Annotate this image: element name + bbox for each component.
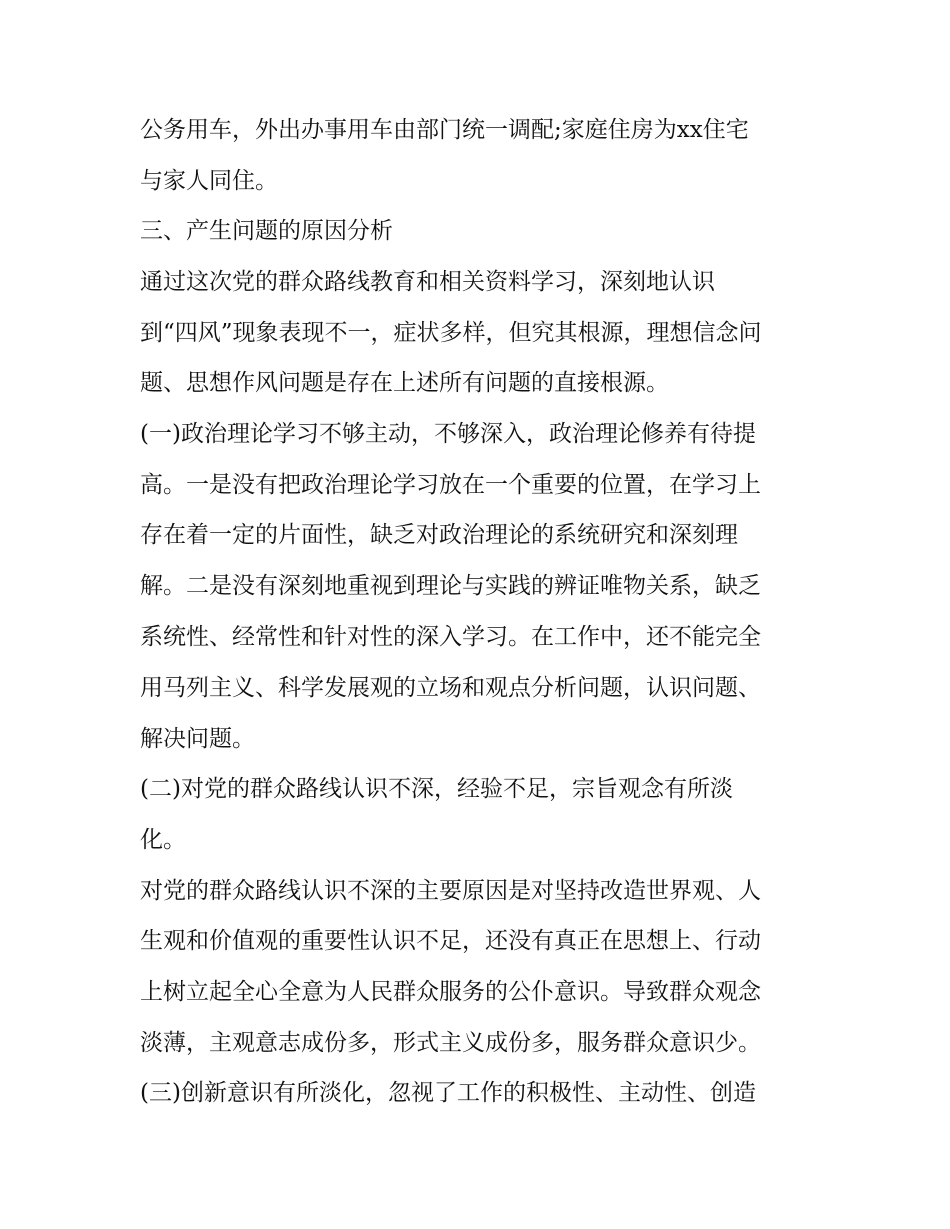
text-line: (三)创新意识有所淡化，忽视了工作的积极性、主动性、创造	[140, 1080, 756, 1106]
text-line: 淡薄，主观意志成份多，形式主义成份多，服务群众意识少。	[140, 1030, 761, 1056]
text-line: 公务用车，外出办事用车由部门统一调配;家庭住房为xx住宅	[140, 117, 749, 143]
text-line: 化。	[140, 827, 186, 853]
text-line: 高。一是没有把政治理论学习放在一个重要的位置，在学习上	[140, 472, 761, 498]
text-line: 题、思想作风问题是存在上述所有问题的直接根源。	[140, 370, 669, 396]
text-line: 通过这次党的群众路线教育和相关资料学习，深刻地认识	[140, 269, 715, 295]
text-line: 与家人同住。	[140, 168, 278, 194]
text-line: 用马列主义、科学发展观的立场和观点分析问题，认识问题、	[140, 675, 761, 701]
text-line: 生观和价值观的重要性认识不足，还没有真正在思想上、行动	[140, 928, 761, 954]
text-line: 系统性、经常性和针对性的深入学习。在工作中，还不能完全	[140, 624, 761, 650]
text-line: 对党的群众路线认识不深的主要原因是对坚持改造世界观、人	[140, 878, 761, 904]
section-heading: 三、产生问题的原因分析	[140, 218, 393, 244]
text-line: 到“四风”现象表现不一，症状多样，但究其根源，理想信念问	[140, 320, 762, 346]
text-line: 存在着一定的片面性，缺乏对政治理论的系统研究和深刻理	[140, 522, 738, 548]
text-line: 解决问题。	[140, 726, 255, 752]
text-line: (一)政治理论学习不够主动，不够深入，政治理论修养有待提	[140, 421, 756, 447]
text-line: 解。二是没有深刻地重视到理论与实践的辨证唯物关系，缺乏	[140, 573, 761, 599]
text-line: 上树立起全心全意为人民群众服务的公仆意识。导致群众观念	[140, 979, 761, 1005]
text-line: (二)对党的群众路线认识不深，经验不足，宗旨观念有所淡	[140, 776, 733, 802]
